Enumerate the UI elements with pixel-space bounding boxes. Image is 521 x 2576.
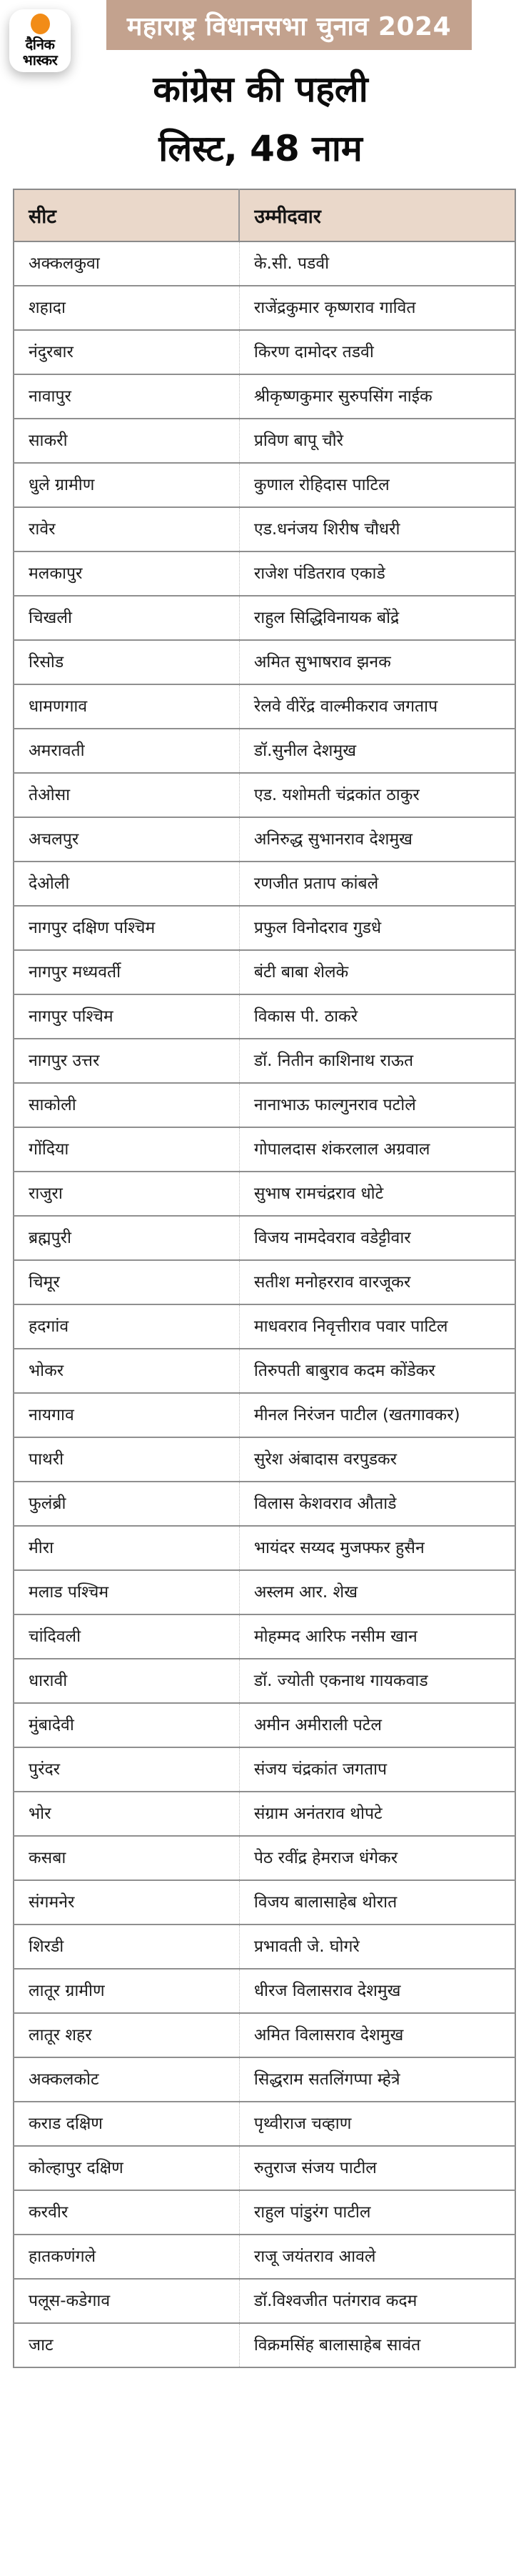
candidate-cell: बंटी बाबा शेलके (239, 950, 515, 994)
table-row (14, 2146, 515, 2190)
table-row (14, 1703, 515, 1747)
table-row (14, 2279, 515, 2323)
seat-cell: देओली (14, 862, 239, 906)
seat-cell: भोर (14, 1792, 239, 1836)
seat-cell: नागपुर उत्तर (14, 1039, 239, 1083)
candidate-cell: डॉ. नितीन काशिनाथ राऊत (239, 1039, 515, 1083)
seat-cell: रावेर (14, 507, 239, 551)
candidate-cell: विलास केशवराव औताडे (239, 1482, 515, 1526)
seat-cell: मलाड पश्चिम (14, 1570, 239, 1614)
seat-cell: राजुरा (14, 1172, 239, 1216)
seat-cell: पाथरी (14, 1437, 239, 1482)
table-row (14, 2057, 515, 2102)
table-row (14, 463, 515, 507)
candidate-cell: प्रफुल विनोदराव गुडधे (239, 906, 515, 950)
candidate-cell: के.सी. पडवी (239, 241, 515, 286)
candidate-cell: तिरुपती बाबुराव कदम कोंडेकर (239, 1349, 515, 1393)
seat-cell: रिसोड (14, 640, 239, 684)
table-row (14, 1393, 515, 1437)
candidate-cell: मीनल निरंजन पाटील (खतगावकर) (239, 1393, 515, 1437)
seat-cell: भोकर (14, 1349, 239, 1393)
candidate-cell: गोपालदास शंकरलाल अग्रवाल (239, 1127, 515, 1172)
table-row (14, 419, 515, 463)
seat-cell: अक्कलकोट (14, 2057, 239, 2102)
seat-cell: शिरडी (14, 1924, 239, 1969)
candidate-cell: विजय नामदेवराव वडेट्टीवार (239, 1216, 515, 1260)
table-row (14, 374, 515, 419)
table-row (14, 1836, 515, 1880)
candidate-cell: अमित विलासराव देशमुख (239, 2013, 515, 2057)
candidate-cell: मोहम्मद आरिफ नसीम खान (239, 1614, 515, 1659)
seat-cell: मलकापुर (14, 551, 239, 596)
page-title (0, 60, 521, 179)
candidate-cell: पेठ रवींद्र हेमराज धंगेकर (239, 1836, 515, 1880)
seat-cell: चिमूर (14, 1260, 239, 1304)
page-title-line1: कांग्रेस की पहली (153, 69, 368, 110)
candidate-cell: डॉ.विश्वजीत पतंगराव कदम (239, 2279, 515, 2323)
candidate-cell: अमित सुभाषराव झनक (239, 640, 515, 684)
table-row (14, 684, 515, 729)
seat-cell: धामणगाव (14, 684, 239, 729)
seat-cell: तेओसा (14, 773, 239, 817)
table-row (14, 640, 515, 684)
candidate-cell: संजय चंद्रकांत जगताप (239, 1747, 515, 1792)
candidate-cell: विजय बालासाहेब थोरात (239, 1880, 515, 1924)
table-row (14, 2235, 515, 2279)
candidate-cell: राजू जयंतराव आवले (239, 2235, 515, 2279)
candidate-cell: प्रभावती जे. घोगरे (239, 1924, 515, 1969)
table-row (14, 773, 515, 817)
candidate-cell: रेलवे वीरेंद्र वाल्मीकराव जगताप (239, 684, 515, 729)
table-row (14, 1039, 515, 1083)
table-row (14, 2323, 515, 2367)
candidate-cell: सुभाष रामचंद्रराव धोटे (239, 1172, 515, 1216)
candidate-cell: रुतुराज संजय पाटील (239, 2146, 515, 2190)
seat-cell: लातूर ग्रामीण (14, 1969, 239, 2013)
table-row (14, 551, 515, 596)
table-row (14, 596, 515, 640)
table-row (14, 1304, 515, 1349)
table-row (14, 1747, 515, 1792)
seat-cell: शहादा (14, 286, 239, 330)
table-row (14, 330, 515, 374)
seat-cell: पुरंदर (14, 1747, 239, 1792)
candidate-table-body (14, 241, 515, 2367)
logo-text-line1: दैनिक (25, 36, 55, 53)
candidate-cell: अस्लम आर. शेख (239, 1570, 515, 1614)
seat-cell: कसबा (14, 1836, 239, 1880)
table-row (14, 1659, 515, 1703)
seat-cell: संगमनेर (14, 1880, 239, 1924)
candidate-cell: एड. यशोमती चंद्रकांत ठाकुर (239, 773, 515, 817)
seat-cell: साकोली (14, 1083, 239, 1127)
table-row (14, 950, 515, 994)
table-row (14, 1924, 515, 1969)
table-row (14, 906, 515, 950)
table-row (14, 1880, 515, 1924)
table-row (14, 1083, 515, 1127)
candidate-cell: अनिरुद्ध सुभानराव देशमुख (239, 817, 515, 862)
candidate-table-container (13, 189, 516, 2368)
table-row (14, 1570, 515, 1614)
table-row (14, 1349, 515, 1393)
candidate-cell: प्रविण बापू चौरे (239, 419, 515, 463)
seat-cell: मुंबादेवी (14, 1703, 239, 1747)
table-row (14, 2190, 515, 2235)
seat-cell: अक्कलकुवा (14, 241, 239, 286)
seat-column-header: सीट (14, 189, 239, 241)
seat-cell: अमरावती (14, 729, 239, 773)
logo-text-line2: भास्कर (22, 51, 58, 69)
candidate-cell: माधवराव निवृत्तीराव पवार पाटिल (239, 1304, 515, 1349)
table-row (14, 1614, 515, 1659)
candidate-cell: राहुल सिद्धिविनायक बोंद्रे (239, 596, 515, 640)
table-row (14, 1437, 515, 1482)
seat-cell: कराड दक्षिण (14, 2102, 239, 2146)
candidate-cell: भायंदर सय्यद मुजफ्फर हुसैन (239, 1526, 515, 1570)
seat-cell: हातकणंगले (14, 2235, 239, 2279)
candidate-cell: पृथ्वीराज चव्हाण (239, 2102, 515, 2146)
table-row (14, 507, 515, 551)
table-row (14, 1127, 515, 1172)
table-row (14, 2013, 515, 2057)
seat-cell: चिखली (14, 596, 239, 640)
seat-cell: नावापुर (14, 374, 239, 419)
candidate-column-header: उम्मीदवार (239, 189, 515, 241)
seat-cell: चांदिवली (14, 1614, 239, 1659)
candidate-cell: एड.धनंजय शिरीष चौधरी (239, 507, 515, 551)
candidate-cell: श्रीकृष्णकुमार सुरुपसिंग नाईक (239, 374, 515, 419)
candidate-cell: संग्राम अनंतराव थोपटे (239, 1792, 515, 1836)
table-header-row (14, 189, 515, 241)
candidate-cell: सुरेश अंबादास वरपुडकर (239, 1437, 515, 1482)
bhaskar-sun-icon (31, 14, 50, 34)
seat-cell: नायगाव (14, 1393, 239, 1437)
seat-cell: साकरी (14, 419, 239, 463)
candidate-cell: राजेंद्रकुमार कृष्णराव गावित (239, 286, 515, 330)
candidate-table (13, 189, 516, 2368)
table-row (14, 1216, 515, 1260)
seat-cell: करवीर (14, 2190, 239, 2235)
seat-cell: नागपुर पश्चिम (14, 994, 239, 1039)
table-row (14, 862, 515, 906)
candidate-cell: अमीन अमीराली पटेल (239, 1703, 515, 1747)
candidate-cell: डॉ.सुनील देशमुख (239, 729, 515, 773)
table-row (14, 1969, 515, 2013)
table-row (14, 729, 515, 773)
seat-cell: गोंदिया (14, 1127, 239, 1172)
candidate-cell: डॉ. ज्योती एकनाथ गायकवाड (239, 1659, 515, 1703)
table-row (14, 286, 515, 330)
candidate-cell: राहुल पांडुरंग पाटील (239, 2190, 515, 2235)
seat-cell: नागपुर दक्षिण पश्चिम (14, 906, 239, 950)
seat-cell: फुलंब्री (14, 1482, 239, 1526)
seat-cell: ब्रह्मपुरी (14, 1216, 239, 1260)
table-row (14, 1172, 515, 1216)
table-row (14, 2102, 515, 2146)
candidate-cell: सिद्धराम सतलिंगप्पा म्हेत्रे (239, 2057, 515, 2102)
table-row (14, 1260, 515, 1304)
seat-cell: धारावी (14, 1659, 239, 1703)
table-row (14, 1792, 515, 1836)
election-banner: महाराष्ट्र विधानसभा चुनाव 2024 (106, 0, 472, 50)
table-row (14, 817, 515, 862)
candidate-cell: राजेश पंडितराव एकाडे (239, 551, 515, 596)
candidate-cell: धीरज विलासराव देशमुख (239, 1969, 515, 2013)
table-row (14, 1526, 515, 1570)
seat-cell: नागपुर मध्यवर्ती (14, 950, 239, 994)
seat-cell: अचलपुर (14, 817, 239, 862)
candidate-cell: विकास पी. ठाकरे (239, 994, 515, 1039)
table-row (14, 1482, 515, 1526)
seat-cell: धुले ग्रामीण (14, 463, 239, 507)
seat-cell: जाट (14, 2323, 239, 2367)
seat-cell: मीरा (14, 1526, 239, 1570)
candidate-cell: नानाभाऊ फाल्गुनराव पटोले (239, 1083, 515, 1127)
candidate-cell: किरण दामोदर तडवी (239, 330, 515, 374)
seat-cell: नंदुरबार (14, 330, 239, 374)
candidate-cell: रणजीत प्रताप कांबले (239, 862, 515, 906)
candidate-cell: विक्रमसिंह बालासाहेब सावंत (239, 2323, 515, 2367)
candidate-cell: कुणाल रोहिदास पाटिल (239, 463, 515, 507)
table-row (14, 994, 515, 1039)
page-title-line2: लिस्ट, 48 नाम (158, 128, 363, 169)
seat-cell: हदगांव (14, 1304, 239, 1349)
seat-cell: पलूस-कडेगाव (14, 2279, 239, 2323)
candidate-cell: सतीश मनोहरराव वारजूकर (239, 1260, 515, 1304)
seat-cell: लातूर शहर (14, 2013, 239, 2057)
table-row (14, 241, 515, 286)
seat-cell: कोल्हापुर दक्षिण (14, 2146, 239, 2190)
